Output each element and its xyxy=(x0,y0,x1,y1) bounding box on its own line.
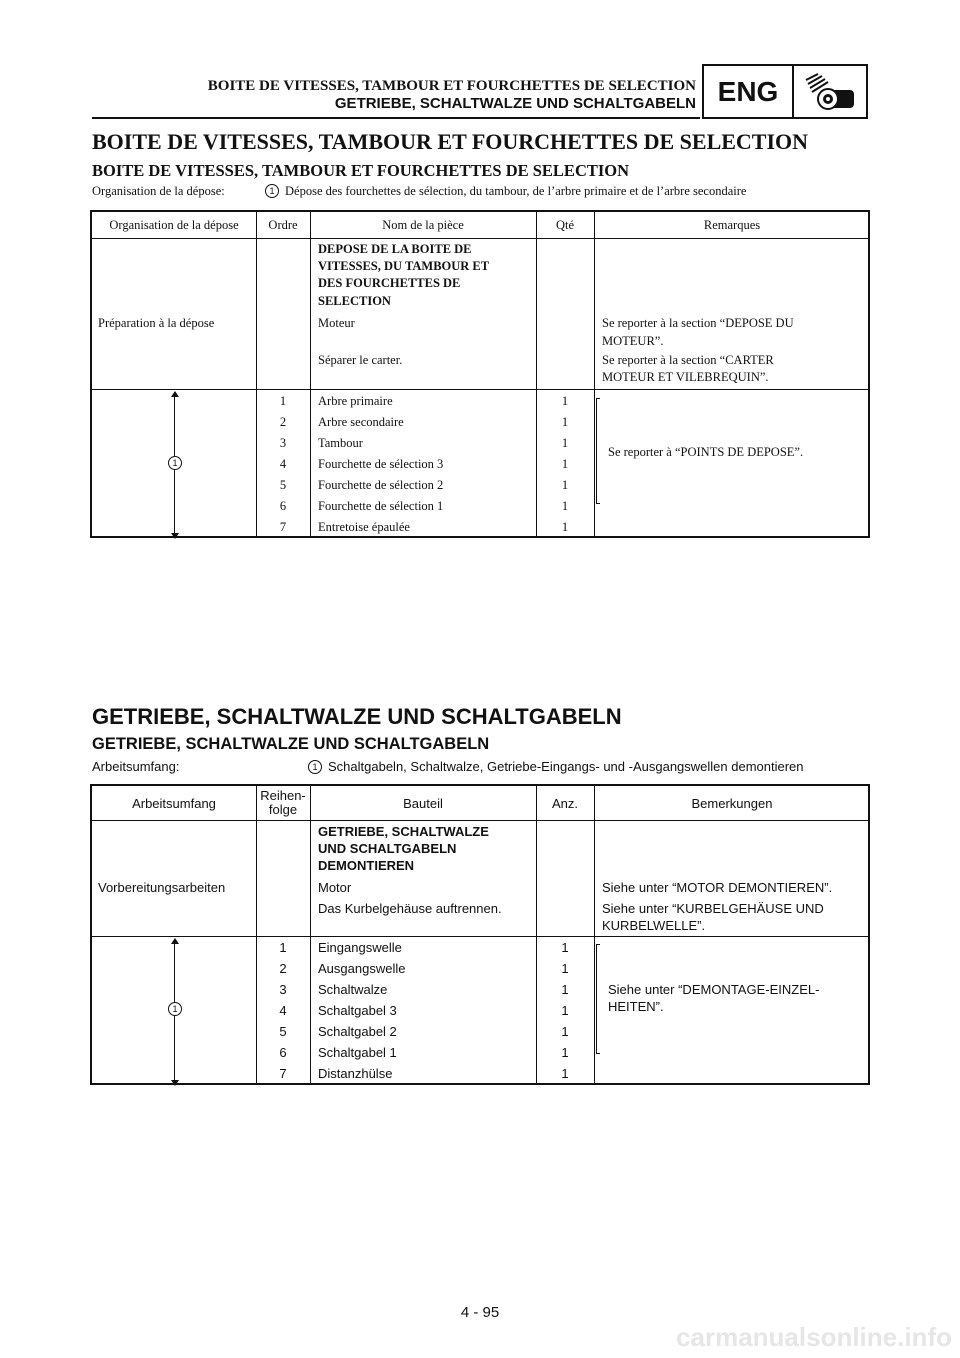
fr-scope-text: Dépose des fourchettes de sélection, du tambour, de l’arbre primaire et de l’arbre secondaire xyxy=(285,184,747,198)
de-scope-label: Arbeitsumfang: xyxy=(92,759,180,774)
fr-group-remark: Se reporter à “POINTS DE DEPOSE”. xyxy=(608,445,804,459)
fr-part-name: Entretoise épaulée xyxy=(318,520,410,534)
de-part-order: 2 xyxy=(279,961,287,976)
fr-prep-remark: Se reporter à la section “DEPOSE DU xyxy=(602,316,794,330)
fr-part-name: Fourchette de sélection 1 xyxy=(318,499,444,513)
de-part-order: 7 xyxy=(279,1066,287,1081)
fr-part-name: Arbre secondaire xyxy=(318,415,404,429)
de-part-name: Schaltgabel 2 xyxy=(318,1024,397,1039)
fr-part-order: 2 xyxy=(279,415,287,429)
fr-prep-remark: MOTEUR”. xyxy=(602,334,664,348)
eng-badge-label: ENG xyxy=(704,66,794,117)
page-number: 4 - 95 xyxy=(460,1304,500,1321)
fr-part-order: 6 xyxy=(279,499,287,513)
de-prep-heading-line: UND SCHALTGABELN xyxy=(318,841,457,856)
de-part-qty: 1 xyxy=(561,940,569,955)
col-header-qte: Qté xyxy=(555,218,575,232)
de-disassembly-table xyxy=(90,784,870,1085)
fr-part-order: 3 xyxy=(279,436,287,450)
col-header-organisation: Organisation de la dépose xyxy=(109,218,239,232)
de-part-name: Schaltgabel 3 xyxy=(318,1003,397,1018)
fr-part-order: 4 xyxy=(279,457,287,471)
de-part-qty: 1 xyxy=(561,1003,569,1018)
de-part-qty: 1 xyxy=(561,982,569,997)
running-header-fr: BOITE DE VITESSES, TAMBOUR ET FOURCHETTES DE SELECTION xyxy=(207,78,696,94)
de-prep-remark: Siehe unter “MOTOR DEMONTIEREN”. xyxy=(602,880,833,895)
de-part-name: Schaltwalze xyxy=(318,982,388,997)
fr-prep-remark: MOTEUR ET VILEBREQUIN”. xyxy=(602,370,769,384)
col-header-bemerkungen: Bemerkungen xyxy=(691,796,773,811)
fr-group-marker: 1 xyxy=(168,456,182,470)
col-header-ordre: Ordre xyxy=(268,218,298,232)
de-part-qty: 1 xyxy=(561,1066,569,1081)
engine-gear-icon xyxy=(794,66,866,117)
de-prep-remark: KURBELWELLE”. xyxy=(602,918,706,933)
fr-part-qty: 1 xyxy=(561,436,569,450)
col-header-reihenfolge: Reihen- xyxy=(260,788,306,803)
de-group-remark: Siehe unter “DEMONTAGE-EINZEL- xyxy=(608,982,820,997)
de-part-order: 4 xyxy=(279,1003,287,1018)
fr-prep-step: Séparer le carter. xyxy=(318,353,403,367)
fr-part-order: 5 xyxy=(279,478,287,492)
de-part-order: 5 xyxy=(279,1024,287,1039)
fr-remark-bracket xyxy=(596,398,600,504)
fr-scope-label: Organisation de la dépose: xyxy=(92,184,225,198)
de-part-order: 6 xyxy=(279,1045,287,1060)
fr-prep-heading-line: VITESSES, DU TAMBOUR ET xyxy=(318,259,490,273)
section-badge xyxy=(702,64,868,119)
de-part-name: Distanzhülse xyxy=(318,1066,393,1081)
fr-part-name: Tambour xyxy=(318,436,363,450)
de-scope-marker: 1 xyxy=(308,760,322,774)
col-header-reihenfolge: folge xyxy=(268,802,298,817)
de-prep-heading-line: GETRIEBE, SCHALTWALZE xyxy=(318,824,489,839)
de-part-name: Eingangswelle xyxy=(318,940,402,955)
de-prep-step: Das Kurbelgehäuse auftrennen. xyxy=(318,901,502,916)
de-part-order: 3 xyxy=(279,982,287,997)
fr-part-qty: 1 xyxy=(561,457,569,471)
fr-part-qty: 1 xyxy=(561,394,569,408)
fr-part-name: Fourchette de sélection 3 xyxy=(318,457,444,471)
de-sub-heading: GETRIEBE, SCHALTWALZE UND SCHALTGABELN xyxy=(92,735,490,753)
fr-scope-marker: 1 xyxy=(265,184,279,198)
fr-part-qty: 1 xyxy=(561,520,569,534)
de-part-qty: 1 xyxy=(561,1024,569,1039)
col-header-arbeitsumfang: Arbeitsumfang xyxy=(132,796,216,811)
fr-part-name: Fourchette de sélection 2 xyxy=(318,478,444,492)
col-header-remarques: Remarques xyxy=(703,218,761,232)
de-prep-step: Motor xyxy=(318,880,352,895)
de-part-order: 1 xyxy=(279,940,287,955)
col-header-nom: Nom de la pièce xyxy=(382,218,464,232)
header-rule xyxy=(92,117,700,119)
de-remark-bracket xyxy=(596,944,600,1054)
fr-prep-heading-line: SELECTION xyxy=(318,294,391,308)
de-group-remark: HEITEN”. xyxy=(608,999,664,1014)
de-scope-text: Schaltgabeln, Schaltwalze, Getriebe-Eingangs- und -Ausgangswellen demontieren xyxy=(328,759,804,774)
de-part-qty: 1 xyxy=(561,961,569,976)
col-header-anz: Anz. xyxy=(551,796,578,811)
fr-part-qty: 1 xyxy=(561,478,569,492)
fr-prep-step: Moteur xyxy=(318,316,355,330)
de-part-qty: 1 xyxy=(561,1045,569,1060)
fr-prep-heading-line: DEPOSE DE LA BOITE DE xyxy=(318,242,472,256)
de-part-name: Ausgangswelle xyxy=(318,961,406,976)
fr-prep-remark: Se reporter à la section “CARTER xyxy=(602,353,774,367)
fr-disassembly-table xyxy=(90,210,870,538)
running-header xyxy=(92,78,696,112)
fr-part-qty: 1 xyxy=(561,499,569,513)
de-prep-label: Vorbereitungsarbeiten xyxy=(98,880,226,895)
fr-prep-heading-line: DES FOURCHETTES DE xyxy=(318,276,461,290)
watermark: carmanualsonline.info xyxy=(676,1322,952,1352)
fr-part-name: Arbre primaire xyxy=(318,394,393,408)
de-prep-remark: Siehe unter “KURBELGEHÄUSE UND xyxy=(602,901,824,916)
de-prep-heading-line: DEMONTIEREN xyxy=(318,858,415,873)
de-main-heading: GETRIEBE, SCHALTWALZE UND SCHALTGABELN xyxy=(92,704,622,729)
fr-part-order: 7 xyxy=(279,520,287,534)
fr-part-order: 1 xyxy=(279,394,287,408)
fr-main-heading: BOITE DE VITESSES, TAMBOUR ET FOURCHETTES DE SELECTION xyxy=(92,129,809,154)
fr-sub-heading: BOITE DE VITESSES, TAMBOUR ET FOURCHETTES DE SELECTION xyxy=(92,161,630,180)
col-header-bauteil: Bauteil xyxy=(403,796,443,811)
fr-part-qty: 1 xyxy=(561,415,569,429)
running-header-de: GETRIEBE, SCHALTWALZE UND SCHALTGABELN xyxy=(334,95,696,112)
de-group-marker: 1 xyxy=(168,1002,182,1016)
de-part-name: Schaltgabel 1 xyxy=(318,1045,397,1060)
fr-prep-label: Préparation à la dépose xyxy=(98,316,215,330)
